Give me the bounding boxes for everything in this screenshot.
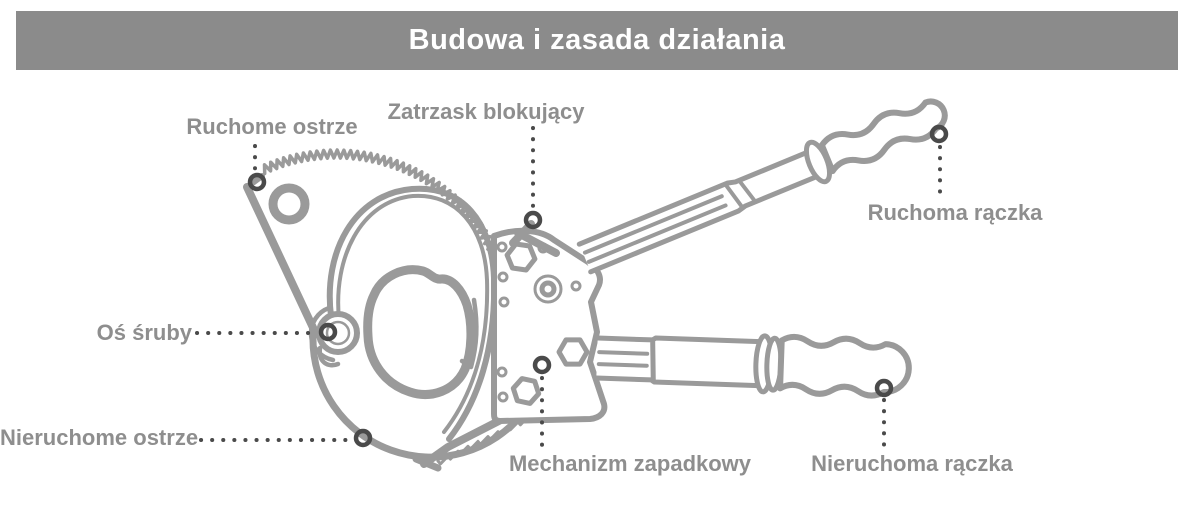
marker-movable-handle xyxy=(932,127,946,141)
blade-hole xyxy=(273,188,305,220)
label-fixed-blade: Nieruchome ostrze xyxy=(0,425,199,450)
marker-locking-latch xyxy=(526,213,540,227)
label-locking-latch: Zatrzask blokujący xyxy=(387,99,585,124)
label-movable-blade: Ruchome ostrze xyxy=(186,114,358,139)
upper-handle-body-fill xyxy=(579,150,818,271)
pivot-screw-ring xyxy=(319,314,357,352)
blade-disc-drawing xyxy=(247,150,523,457)
cable-opening xyxy=(368,270,471,395)
page-title: Budowa i zasada działania xyxy=(408,24,786,56)
fixed-handle-drawing xyxy=(596,330,910,397)
label-screw-axis: Oś śruby xyxy=(96,320,192,345)
label-movable-handle: Ruchoma rączka xyxy=(867,200,1043,225)
movable-handle-drawing xyxy=(577,91,952,278)
label-ratchet-mechanism: Mechanizm zapadkowy xyxy=(508,451,752,476)
label-fixed-handle: Nieruchoma rączka xyxy=(811,451,1013,476)
title-bar xyxy=(16,11,1178,70)
